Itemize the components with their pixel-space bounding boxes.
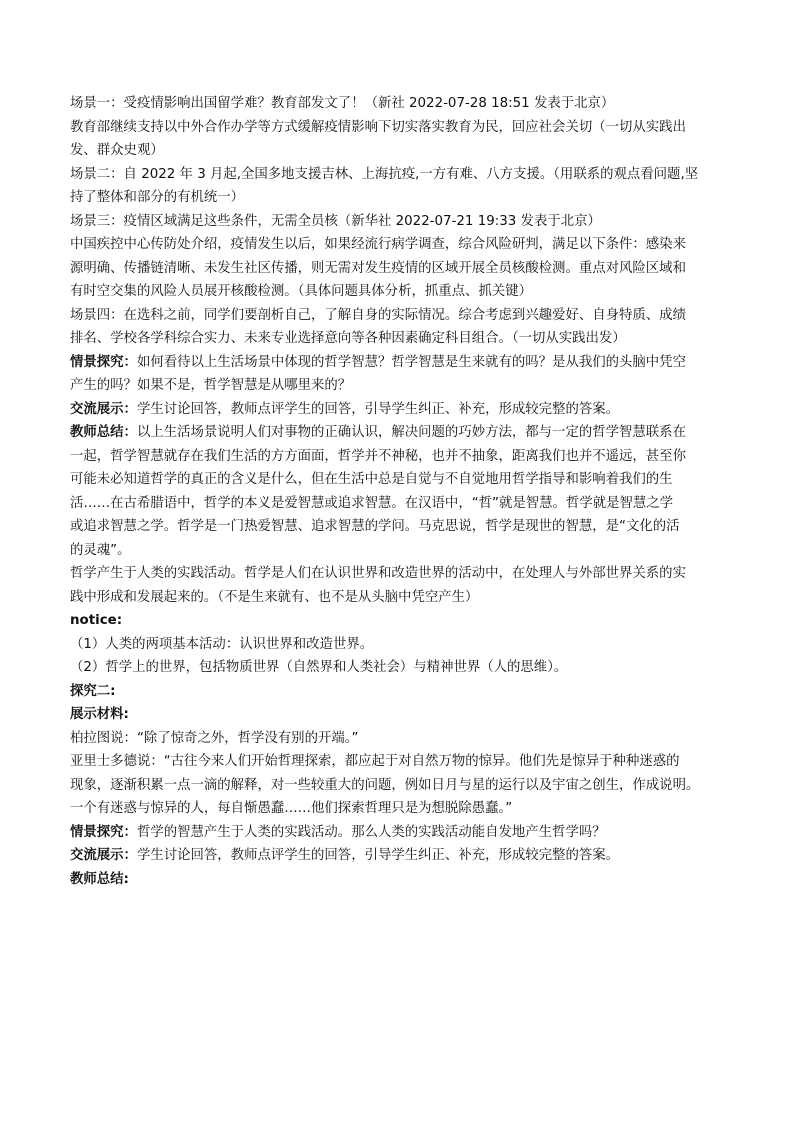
line-text: 学生讨论回答，教师点评学生的回答，引导学生纠正、补充，形成较完整的答案。 [136,401,620,417]
text-line [70,703,730,727]
line-text: 场景一：受疫情影响出国留学难？教育部发文了！（新社 2022-07-28 18:51 发表于北京） [70,96,615,111]
line-text: 以上生活场景说明人们对事物的正确认识，解决问题的巧妙方法，都与一定的哲学智慧联系在 [136,425,686,440]
text-line [70,139,730,163]
text-line [70,280,730,304]
text-line [70,797,730,821]
document-body [70,92,730,891]
line-text: （1）人类的两项基本活动：认识世界和改造世界。 [70,636,374,652]
text-line [70,210,730,234]
section-label: 探究二: [70,683,116,699]
line-text: 现象，逐渐积累一点一滴的解释，对一些较重大的问题，例如日月与星的运行以及宇宙之创生，作成说明。 [70,777,700,793]
section-label: 情景探究： [70,354,137,370]
line-text: 一个有迷惑与惊异的人，每自惭愚蠢……他们探索哲理只是为想脱除愚蠢。” [70,801,513,816]
text-line [70,609,730,633]
text-line [70,257,730,281]
text-line [70,327,730,351]
line-text: 排名、学校各学科综合实力、未来专业选择意向等各种因素确定科目组合。（一切从实践出发） [70,331,626,346]
line-text: 可能未必知道哲学的真正的含义是什么，但在生活中总是自觉与不自觉地用哲学指导和影响着我们的生 [70,472,673,487]
text-line [70,515,730,539]
line-text: 或追求智慧之学。哲学是一门热爱智慧、追求智慧的学问。马克思说，哲学是现世的智慧，是“文化的活 [70,519,680,534]
text-line [70,468,730,492]
text-line [70,774,730,798]
text-line [70,727,730,751]
line-text: 发、群众史观） [70,143,164,158]
line-text: 持了整体和部分的有机统一） [70,190,245,205]
text-line [70,374,730,398]
section-label: 交流展示： [70,848,137,863]
line-text: 教育部继续支持以中外合作办学等方式缓解疫情影响下切实落实教育为民，回应社会关切（一切从实践出 [70,119,686,135]
text-line [70,233,730,257]
line-text: 学生讨论回答，教师点评学生的回答，引导学生纠正、补充，形成较完整的答案。 [136,848,620,863]
text-line [70,163,730,187]
text-line [70,844,730,868]
text-line [70,492,730,516]
text-line [70,421,730,445]
text-line [70,868,730,892]
line-text: 有时空交集的风险人员展开核酸检测。（具体问题具体分析，抓重点、抓关键） [70,284,532,299]
line-text: 哲学产生于人类的实践活动。哲学是人们在认识世界和改造世界的活动中，在处理人与外部世界关系的实 [70,566,686,581]
line-text: 哲学的智慧产生于人类的实践活动。那么人类的实践活动能自发地产生哲学吗？ [136,824,606,840]
section-label: 交流展示： [70,401,137,417]
section-label: 展示材料: [70,707,129,722]
line-text: 产生的吗？如果不是，哲学智慧是从哪里来的？ [70,378,352,393]
line-text: 一起，哲学智慧就存在我们生活的方方面面，哲学并不神秘，也并不抽象，距离我们也并不遥远，甚至你 [70,448,686,464]
text-line [70,116,730,140]
section-label: 情景探究： [70,824,137,840]
text-line [70,351,730,375]
text-line [70,445,730,469]
section-label: 教师总结: [70,871,129,887]
line-text: 场景四：在选科之前，同学们要剖析自己，了解自身的实际情况。综合考虑到兴趣爱好、自身特质、成绩 [70,307,686,323]
line-text: 场景二：自 2022 年 3 月起,全国多地支援吉林、上海抗疫,一方有难、八方支援。（用联系的观点看问题,坚 [70,166,699,182]
text-line [70,92,730,116]
text-line [70,586,730,610]
section-label: 教师总结： [70,425,137,440]
text-line [70,304,730,328]
line-text: 源明确、传播链清晰、未发生社区传播，则无需对发生疫情的区域开展全员核酸检测。重点对风险区域和 [70,260,686,276]
line-text: 的灵魂”。 [70,542,131,558]
section-label: notice: [70,613,123,628]
line-text: （2）哲学上的世界，包括物质世界（自然界和人类社会）与精神世界（人的思维）。 [70,660,568,675]
text-line [70,539,730,563]
text-line [70,186,730,210]
line-text: 中国疾控中心传防处介绍，疫情发生以后，如果经流行病学调查，综合风险研判，满足以下条件：感染来 [70,237,686,252]
line-text: 柏拉图说：“除了惊奇之外，哲学没有别的开端。” [70,730,359,746]
line-text: 如何看待以上生活场景中体现的哲学智慧？哲学智慧是生来就有的吗？是从我们的头脑中凭空 [136,354,686,370]
line-text: 亚里士多德说：“古往今来人们开始哲理探索，都应起于对自然万物的惊异。他们先是惊异于种种迷惑的 [70,754,680,769]
line-text: 场景三：疫情区域满足这些条件，无需全员核（新华社 2022-07-21 19:33 发表于北京） [70,213,601,229]
text-line [70,821,730,845]
text-line [70,750,730,774]
text-line [70,680,730,704]
line-text: 活……在古希腊语中，哲学的本义是爱智慧或追求智慧。在汉语中，“哲”就是智慧。哲学就是智慧之学 [70,495,674,511]
text-line [70,562,730,586]
text-line [70,398,730,422]
text-line [70,633,730,657]
line-text: 践中形成和发展起来的。（不是生来就有、也不是从头脑中凭空产生） [70,589,479,605]
text-line [70,656,730,680]
